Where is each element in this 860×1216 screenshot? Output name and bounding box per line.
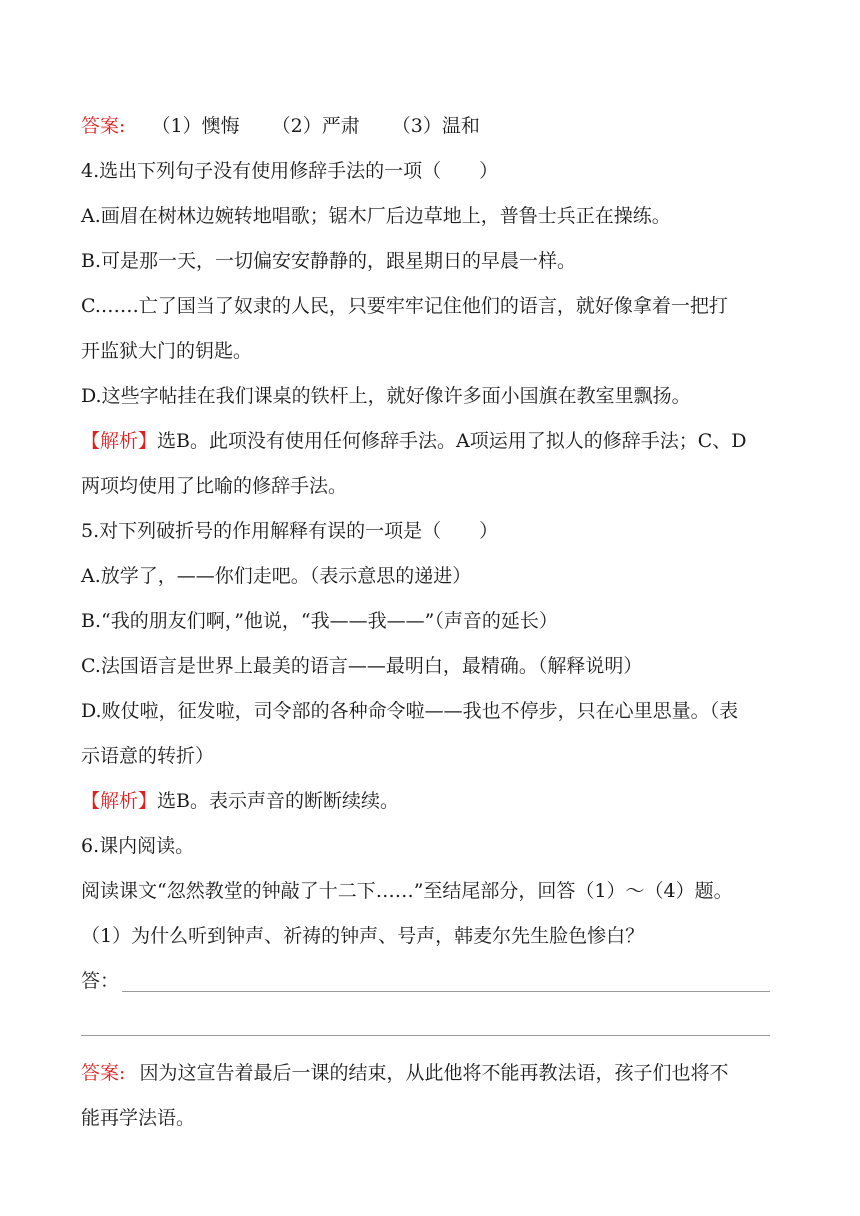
answer-label: 答案: [81,115,126,137]
q6-subquestion-1: （1）为什么听到钟声、祈祷的钟声、号声，韩麦尔先生脸色惨白？ [81,925,645,947]
q6-answer-line1 [81,1061,781,1085]
q5-option-a: A.放学了，——你们走吧。（表示意思的递进） [81,565,472,587]
q6-intro: 阅读课文“忽然教堂的钟敲了十二下……”至结尾部分，回答（1）～（4）题。 [81,880,733,902]
q4-analysis-line1 [81,429,781,453]
q5-option-d-line2: 示语意的转折） [81,745,215,767]
q4-stem: 4.选出下列句子没有使用修辞手法的一项（ ） [81,160,499,182]
q4-analysis-text: 选B。此项没有使用任何修辞手法。A项运用了拟人的修辞手法；C、D [157,430,747,452]
q3-answer-1: （1）懊悔 [151,115,240,137]
answer-blank-line-2[interactable] [81,1035,770,1036]
answer-blank-line-1[interactable] [122,991,770,992]
q4-option-d: D.这些字帖挂在我们课桌的铁杆上，就好像许多面小国旗在教室里飘扬。 [81,385,691,407]
q5-stem: 5.对下列破折号的作用解释有误的一项是（ ） [81,520,499,542]
q4-analysis-line2: 两项均使用了比喻的修辞手法。 [81,475,348,497]
q4-option-b: B.可是那一天，一切偏安安静静的，跟星期日的早晨一样。 [81,250,577,272]
q3-answer-2: （2）严肃 [271,115,360,137]
q4-option-c-line1: C.……亡了国当了奴隶的人民，只要牢牢记住他们的语言，就好像拿着一把打 [81,295,728,317]
q3-answer-3: （3）温和 [391,115,480,137]
q5-analysis-line [81,789,781,813]
q6-answer-text: 因为这宣告着最后一课的结束，从此他将不能再教法语，孩子们也将不 [139,1062,729,1084]
q6-title: 6.课内阅读。 [81,835,195,857]
q6-answer-line2: 能再学法语。 [81,1107,196,1129]
analysis-tag: 【解析】 [81,790,158,812]
q5-option-b: B.“我的朋友们啊，”他说，“我——我——”（声音的延长） [81,610,558,632]
q6-answer-prompt: 答： [81,970,120,992]
analysis-tag: 【解析】 [81,430,158,452]
q5-analysis-text: 选B。表示声音的断断续续。 [157,790,399,812]
q4-option-a: A.画眉在树林边婉转地唱歌；锯木厂后边草地上，普鲁士兵正在操练。 [81,205,671,227]
q3-answer-line [81,114,781,138]
q5-option-c: C.法国语言是世界上最美的语言——最明白，最精确。（解释说明） [81,655,643,677]
q5-option-d-line1: D.败仗啦，征发啦，司令部的各种命令啦——我也不停步，只在心里思量。（表 [81,700,739,722]
answer-label: 答案: [81,1062,126,1084]
q4-option-c-line2: 开监狱大门的钥匙。 [81,340,253,362]
